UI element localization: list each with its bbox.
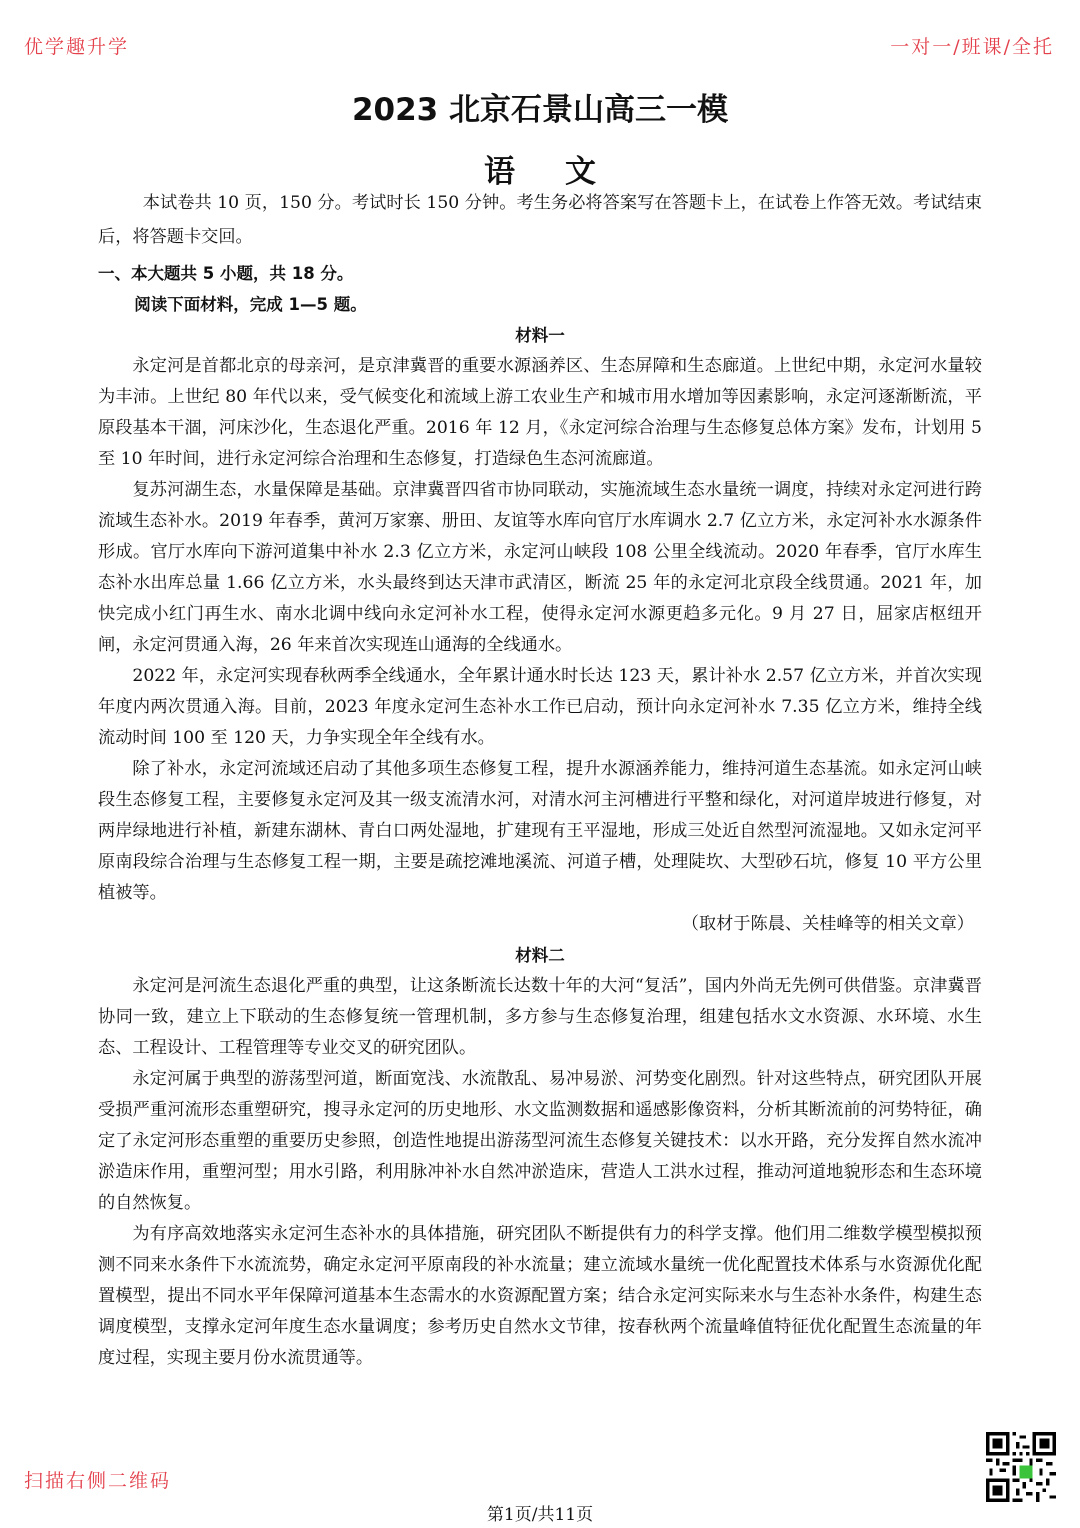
section-instruction: 阅读下面材料，完成 1—5 题。 [134,295,367,314]
subject-title: 语文 [484,154,646,190]
document-body [98,186,982,1374]
material1-paragraph: 2022 年，永定河实现春秋两季全线通水，全年累计通水时长达 123 天，累计补水 2.57 亿立方米，并首次实现年度内两次贯通入海。目前，2023 年度永定河生态补水工作已启动，预计向永定河补水 7.35 亿立方米，维持全线流动时间 100 至 120 天，力争实现全年全线有水。 [98,666,982,748]
material1-paragraph: 永定河是首都北京的母亲河，是京津冀晋的重要水源涵养区、生态屏障和生态廊道。上世纪中期，永定河水量较为丰沛。上世纪 80 年代以来，受气候变化和流域上游工农业生产和城市用水增加等因素影响，永定河逐渐断流，平原段基本干涸，河床沙化，生态退化严重。2016 年 12 月，《永定河综合治理与生态修复总体方案》发布，计划用 5 至 10 年时间，进行永定河综合治理和生态修复，打造绿色生态河流廊道。 [98,356,982,469]
material2-title: 材料二 [515,946,565,965]
exam-title: 2023 北京石景山高三一模 [351,92,729,128]
material1-source: （取材于陈晨、关桂峰等的相关文章） [681,914,974,934]
watermark-bottom-left: 扫描右侧二维码 [24,1470,172,1492]
watermark-top-left: 优学趣升学 [24,36,130,58]
material1-title: 材料一 [515,326,565,345]
material2-paragraph: 为有序高效地落实永定河生态补水的具体措施，研究团队不断提供有力的科学支撑。他们用二维数学模型模拟预测不同来水条件下水流流势，确定永定河平原南段的补水流量；建立流域水量统一优化配置技术体系与水资源优化配置模型，提出不同水平年保障河道基本生态需水的水资源配置方案；结合永定河实际来水与生态补水条件，构建生态调度模型，支撑永定河年度生态水量调度；参考历史自然水文节律，按春秋两个流量峰值特征优化配置生态流量的年度过程，实现主要月份水流贯通等。 [98,1224,982,1368]
material1-paragraph: 复苏河湖生态，水量保障是基础。京津冀晋四省市协同联动，实施流域生态水量统一调度，持续对永定河进行跨流域生态补水。2019 年春季，黄河万家寨、册田、友谊等水库向官厅水库调水 2.7 亿立方米，永定河补水水源条件形成。官厅水库向下游河道集中补水 2.3 亿立方米，永定河山峡段 108 公里全线流动。2020 年春季，官厅水库生态补水出库总量 1.66 亿立方米，水头最终到达天津市武清区，断流 25 年的永定河北京段全线贯通。2021 年，加快完成小红门再生水、南水北调中线向永定河补水工程，使得永定河水源更趋多元化。9 月 27 日，屈家店枢纽开闸，永定河贯通入海，26 年来首次实现连山通海的全线通水。 [98,480,982,655]
material1-paragraph: 除了补水，永定河流域还启动了其他多项生态修复工程，提升水源涵养能力，维持河道生态基流。如永定河山峡段生态修复工程，主要修复永定河及其一级支流清水河，对清水河主河槽进行平整和绿化，对河道岸坡进行修复，对两岸绿地进行补植，新建东湖林、青白口两处湿地，扩建现有王平湿地，形成三处近自然型河流湿地。又如永定河平原南段综合治理与生态修复工程一期，主要是疏挖滩地溪流、河道子槽，处理陡坎、大型砂石坑，修复 10 平方公里植被等。 [98,759,982,903]
exam-intro: 本试卷共 10 页，150 分。考试时长 150 分钟。考生务必将答案写在答题卡上，在试卷上作答无效。考试结束后，将答题卡交回。 [98,193,982,247]
page-number: 第1页/共11页 [486,1505,594,1525]
material2-paragraph: 永定河是河流生态退化严重的典型，让这条断流长达数十年的大河“复活”，国内外尚无先例可供借鉴。京津冀晋协同一致，建立上下联动的生态修复统一管理机制，多方参与生态修复治理，组建包括水文水资源、水环境、水生态、工程设计、工程管理等专业交叉的研究团队。 [98,976,982,1058]
watermark-top-right: 一对一/班课/全托 [890,36,1054,58]
material2-paragraph: 永定河属于典型的游荡型河道，断面宽浅、水流散乱、易冲易淤、河势变化剧烈。针对这些特点，研究团队开展受损严重河流形态重塑研究，搜寻永定河的历史地形、水文监测数据和遥感影像资料，分析其断流前的河势特征，确定了永定河形态重塑的重要历史参照，创造性地提出游荡型河流生态修复关键技术：以水开路，充分发挥自然水流冲淤造床作用，重塑河型；用水引路，利用脉冲补水自然冲淤造床，营造人工洪水过程，推动河道地貌形态和生态环境的自然恢复。 [98,1069,982,1213]
section-heading: 一、本大题共 5 小题，共 18 分。 [98,264,354,283]
qr-code-icon[interactable] [986,1432,1056,1502]
